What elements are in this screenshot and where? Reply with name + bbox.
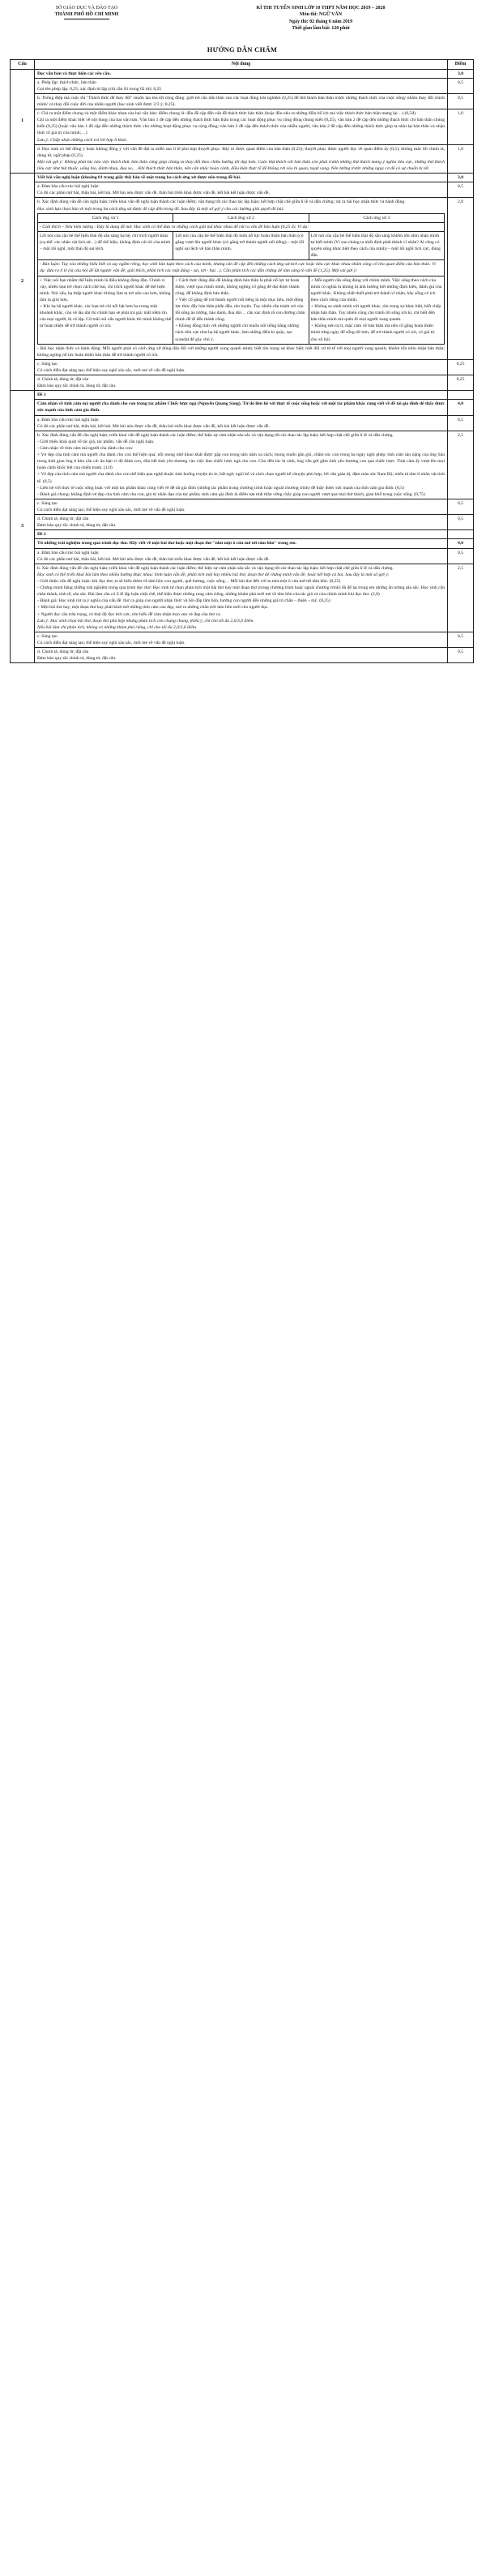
list-item: + Vẻ đẹp của tình cảm mà người cha dành cho con thể hiện qua nghệ thuật: tình huống truyện éo le, bất ngờ; ngôi kể và cách chọn người kể chuyện phù hợp; lời văn giản dị, đậm màu sắc Nam Bộ; miêu tả tâm lí nhân vật tinh tế. (0,5) — [37, 472, 445, 484]
empty-score-cell — [448, 530, 474, 539]
table-row — [11, 530, 474, 539]
document-header — [10, 5, 475, 32]
question-number: 1 — [11, 69, 35, 174]
q1-c-line2: Chỉ ra một điểm khác biệt về nội dung của hai văn bản: Văn bản 1 đề cập đến những thách thức bản thân trong các hoạt động phục vụ cộng đồng chung kiến (0,25), văn bản 2 đề cập đến những thách thức chỉ bản thân chúng kiến (0,25) (hoặc văn bản 1 đề cập đến những thách thức cho những hoạt động phục vụ cộng đồng; văn bản 2 đề cập đến thách thức của nhiều người, văn bản 2 đề cập đến những thách thức giúp ta nhìn lại bản thân và nhận thức rõ giá trị của mình;…) — [37, 118, 445, 136]
q2-a-score: 0,5 — [448, 182, 474, 198]
table-row — [11, 144, 474, 173]
q3-de2-b-score: 2,5 — [448, 564, 474, 632]
q1-c-line1: c. Chỉ ra một điểm chung và một điểm khác nhau của hai văn bản: điểm chung là: đều đề cập đến vấn đề thách thức bản thân (hoặc đều nêu ra những điều bổ ích mà việc thách thức bản thân mang lại…) (0,5đ) — [37, 111, 416, 117]
table-row — [11, 78, 474, 93]
q3-de2-part-c — [35, 632, 448, 647]
q2-c-line1: c. Sáng tạo — [37, 361, 58, 366]
table-row — [38, 260, 445, 276]
q2-d-line1: d. Chính tả, dùng từ, đặt câu — [37, 377, 89, 383]
q3-de1-heading-score: 4,0 — [448, 400, 474, 415]
q2-heading-score: 3,0 — [448, 174, 474, 182]
q3-de2-a-score: 0,5 — [448, 548, 474, 564]
q1-d-line2: Một vài gợi ý: Không phải lúc nào việc thách thức bản thân cũng giúp chúng ta thay đổi theo chiều hướng tốt đẹp hơn. Cuộc thử thách với bản thân còn phải tránh những thử thách mang ý nghĩa tiêu cực, những thử thách tiêu cực như hút thuốc, uống bia, đánh nhau, đua xe,… Khi thách thức bản thân, nên cân nhắc hoàn cảnh, điều kiện thực tế để không rơi vào bi quan, tuyệt vọng. Nên lường trước những nguy cơ để có sự chuẩn bị tốt. — [37, 159, 445, 171]
table-row — [11, 564, 474, 632]
approach-col-1: Cách ứng xử 1 — [38, 213, 173, 222]
q3-de2-note2: Nếu bài làm chỉ phân tích, không có những khám phá riêng, chỉ cho tối đa 2,0/3,0 điểm. — [37, 624, 198, 630]
q3-de1-a-score: 0,5 — [448, 415, 474, 431]
table-row — [11, 400, 474, 415]
grading-table — [10, 59, 474, 663]
q1-part-a — [35, 78, 448, 93]
table-row — [11, 632, 474, 647]
table-row — [11, 515, 474, 530]
q3-de2-heading-score: 4,0 — [448, 539, 474, 548]
q2-heading: Viết bài văn nghị luận (khoảng 01 trang giấy thi) bàn về một trong ba cách ứng xử được nêu trong đề bài. — [35, 174, 448, 182]
q3-de2-a-line2: Có đủ các phần mở bài, thân bài, kết bài. Mở bài nêu được vấn đề, thân bài triển khai được vấn đề, kết bài kết luận được vấn đề. — [37, 556, 270, 562]
q3-de1-d-score: 0,5 — [448, 515, 474, 530]
exam-duration: Thời gian làm bài: 120 phút — [292, 26, 350, 32]
issuing-authority — [10, 5, 164, 32]
q3-de1-part-a — [35, 415, 448, 431]
q1-heading-score: 3,0 — [448, 69, 474, 78]
q1-b-line1: b. Thông điệp mà cuộc thi "Thách thức để thay đổi" muốn lan tỏa tới cộng đồng: giới trẻ cần dấn thân vào các hoạt động trải nghiệm (0,25) để thử thách bản thân trước những thách thức của cuộc sống/ nhằm thay đổi chính mình/ và thay đổi cuộc đời của nhiều người (học sinh viết được 2/3 ý: 0,25). — [37, 95, 445, 107]
approach-col-3: Cách ứng xử 3 — [309, 213, 444, 222]
q3-de1-heading: Cảm nhận về tình cảm mà người cha dành cho con trong tác phẩm Chiếc lược ngà (Nguyễn Quang Sáng). Từ đó liên hệ với thực tế cuộc sống hoặc với một tác phẩm khác cùng viết về đề tài gia đình để thấy được sức mạnh của tình cảm gia đình. — [35, 400, 448, 415]
q1-d-score: 1,0 — [448, 144, 474, 173]
q1-b-score: 0,5 — [448, 93, 474, 109]
org-line-2: THÀNH PHỐ HỒ CHÍ MINH — [54, 12, 119, 18]
q1-part-d — [35, 144, 448, 173]
q3-de1-part-c — [35, 499, 448, 514]
table-row — [11, 499, 474, 514]
q1-c-note: Lưu ý: Chấp nhận những cách trả lời hợp lí khác. — [37, 137, 128, 143]
q3-de1-d-line1: d. Chính tả, dùng từ, đặt câu — [37, 516, 89, 522]
q1-a-line2: Gọi tên phép lặp: 0,25; xác định từ lặp (chỉ cần 01 trong 02 từ): 0,25 — [37, 86, 162, 92]
exam-subject: Môn thi: NGỮ VĂN — [299, 12, 343, 18]
approach-analysis: - Bàn luận: Tùy vào những hiểu biết và suy ngẫm riêng, học sinh bàn luận theo cách của mình, nhưng cần đề cập đến những cách ứng xử tích cực hoặc tiêu cực khác nhau nhằm củng cố cho quan điểm của bản thân. Ví dụ: đưa ra lí lẽ (là câu hỏi để lật ngược vấn đề; giải thích, phân tích các mặt đúng - sai, lợi - hại…). Cần phân tích các dẫn chứng để làm sáng tỏ vấn đề (1,25). Một vài gợi ý: — [38, 260, 445, 276]
table-row — [11, 182, 474, 198]
empty-score-cell — [448, 391, 474, 400]
q3-de2-b-line2: Học sinh có thể triển khai bài làm theo nhiều hướng khác nhau: bình luận vấn đề; phân tích một hay nhiều bài thơ, đoạn thơ để chứng minh vấn đề; hoặc kết hợp cả hai. Sau đây là một số gợi ý: — [37, 572, 390, 577]
q1-heading: Đọc văn bản và thực hiện các yêu cầu. — [35, 69, 448, 78]
approach-1-explain: Lời nói của cậu bé thể hiện thái độ sẵn sàng hạ bệ, chỉ trích người khác (cụ thể: các nhân vật lịch sử…) để thể hiện, khẳng định cái tôi của mình – một lối nghĩ, một thái độ sai lệch. — [38, 231, 173, 259]
approach-2-explain: Lời nói của cậu bé thể hiện thái độ luôn nỗ lực hoàn thiện bản thân (có gắng vượt lên người khác (có gắng trở thành người nổi tiếng) – một lối nghĩ sai lệch về bản thân mình. — [173, 231, 309, 259]
table-row — [38, 231, 445, 259]
q2-part-d — [35, 375, 448, 391]
list-item: + Vẻ đẹp của tình cảm mà người cha dành cho con thể hiện qua: nỗi mong nhớ khao khát được gặp con trong tám năm xa cách; mong muốn gần gũi, chăm sóc con trong ba ngày nghỉ phép; tình cảm sâu nặng của ông Sáu trong thời gian ông ở khu căn cứ: ân hận vì đã đánh con, dồn hết tình yêu thương vào việc làm chiếc lược ngà cho con. Cho đến lúc hi sinh, ông vẫn gửi gắm tình yêu thương con qua chiếc lược. Tình cảm ấy vượt lên mọi hoàn cảnh khốc liệt của chiến tranh. (1,0) — [37, 452, 445, 471]
q2-c-line2: Có cách diễn đạt sáng tạo; thể hiện suy nghĩ sâu sắc, mới mẻ về vấn đề nghị luận. — [37, 367, 185, 373]
q3-de1-d-line2: Đảm bảo quy tắc chính tả, dùng từ, đặt câu. — [37, 523, 117, 529]
q3-de1-part-d — [35, 515, 448, 530]
q2-a-line1: a. Đảm bảo cấu trúc bài nghị luận — [37, 184, 99, 190]
table-row — [11, 174, 474, 182]
q3-de2-c-line2: Có cách diễn đạt sáng tạo; thể hiện suy nghĩ sâu sắc, mới mẻ về vấn đề nghị luận. — [37, 640, 185, 645]
list-item: - Liên hệ với thực tế cuộc sống hoặc với một tác phẩm khác cùng viết về đề tài gia đình (những tác phẩm trong chương trình hoặc ngoài chương trình) để thấy được sức mạnh của tình cảm gia đình. (0,5) — [37, 485, 404, 491]
table-row — [38, 276, 445, 344]
q1-a-line1: a. Phép lặp: thách thức, bản thân — [37, 79, 96, 85]
q3-de2-d-line1: d. Chính tả, dùng từ, đặt câu — [37, 649, 89, 655]
q2-b-line1: b. Xác định đúng vấn đề cần nghị luận; triển khai vấn đề nghị luận thành các luận điểm; vận dụng tốt các thao tác lập luận; kết hợp chặt chẽ giữa lí lẽ và dẫn chứng; rút ra bài học nhận thức và hành động. — [37, 199, 406, 205]
q3-de2-c-score: 0,5 — [448, 632, 474, 647]
question-number: 2 — [11, 174, 35, 391]
list-item: - Giới thiệu vấn đề nghị luận: khi đọc thơ, ta sẽ hiểu thêm về tâm hồn con người, quê hương, cuộc sống… Mỗi bài thơ đến với ta như một ô cửa mở tới tâm hồn. (0,25) — [37, 579, 341, 584]
exam-date: Ngày thi: 02 tháng 6 năm 2019 — [288, 19, 353, 24]
q2-d-score: 0,25 — [448, 375, 474, 391]
q2-b-score: 2,0 — [448, 198, 474, 359]
list-item: - Chứng minh bằng những trải nghiệm trong quá trình đọc thơ: Học sinh tự chọn phân tích một bài thơ hay một đoạn thơ (trong chương trình hoặc ngoài chương trình) đã để lại trong em những ấn tượng sâu sắc. Học sinh cần chân thành, tinh tế, sâu sắc. Bài làm cần có lí lẽ lập luận chặt chẽ, thể hiện được những rung cảm riêng, những khám phá mới mẻ về tâm hồn của tác giả và của chính mình khi đọc thơ. (2,0) — [37, 585, 445, 598]
q3-de1-part-b — [35, 431, 448, 499]
table-row — [11, 198, 474, 359]
q3-de1-b-score: 2,5 — [448, 431, 474, 499]
q3-de2-heading: Từ những trải nghiệm trong quá trình đọc thơ. Hãy viết về một bài thơ hoặc một đoạn thơ "như một ô cửa mở tới tâm hồn" trong em. — [35, 539, 448, 548]
approach-intro: - Giải thích – Nêu hiện tượng : Đây là dạng đề mở. Học sinh có thể đưa ra những cách giải mã khác nhau để rút ra vấn đề bàn luận (0,25 đ). Ví dụ: — [38, 222, 445, 231]
list-item: - Đánh giá: Học sinh rút ra ý nghĩa của vấn đề: thơ ca giúp con người nhận thức và bồi đắp tâm hồn, hướng con người đến những giá trị chân – thiện – mỹ. (0,25) — [37, 598, 330, 604]
q3-de2-a-line1: a. Đảm bảo cấu trúc bài nghị luận — [37, 550, 99, 555]
q3-de2-part-d — [35, 648, 448, 663]
q3-de2-d-line2: Đảm bảo quy tắc chính tả, dùng từ, đặt câu. — [37, 656, 117, 662]
q3-de2-c-line1: c. Sáng tạo — [37, 633, 58, 639]
table-row — [11, 431, 474, 499]
q2-part-a — [35, 182, 448, 198]
col-header-content: Nội dung — [35, 59, 448, 69]
table-row — [11, 539, 474, 548]
q3-de1-a-line2: Có đủ các phần mở bài, thân bài, kết bài. Mở bài nêu được vấn đề, thân bài triển khai được vấn đề, kết bài kết luận được vấn đề. — [37, 423, 270, 429]
q2-c-score: 0,25 — [448, 359, 474, 375]
list-item: - Cảm nhận về tình cảm mà người cha dành cho con: — [37, 446, 134, 452]
response-approaches-table — [37, 213, 445, 345]
approach-1-discussion: + Việc nói bạn nhằm thể hiện mình là điều không đúng đắn. Chính vì vậy, nhiều bạn trẻ chọn cách chê bai, chỉ trích người khác để thể hiện mình. Nói xấu, hạ thấp người khác không làm ta trở nên cao hơn, không làm ta giỏi hơn. + Khi hạ bệ người khác, các bạn trẻ chỉ nổi bật hơn họ trong một khoảnh khắc, còn về lâu dài thì chính bạn sẽ phải trả giá: mất niềm tin của mọi người, bị cô lập. Cứ mãi nói xấu người khác thì mình không thể tự hoàn thiện để trở thành người có ích. — [38, 276, 173, 344]
table-row — [11, 391, 474, 400]
table-row — [11, 415, 474, 431]
table-row — [11, 648, 474, 663]
question-number: 3 — [11, 391, 35, 663]
guide-title: HƯỚNG DẪN CHẤM — [207, 45, 278, 54]
table-row — [11, 375, 474, 391]
exam-info — [167, 5, 475, 32]
q1-part-b — [35, 93, 448, 109]
exam-title: KÌ THI TUYỂN SINH LỚP 10 THPT NĂM HỌC 2019 – 2020 — [256, 6, 386, 11]
list-item: + Người đọc cần trân trọng, có thái độ đọc tích cực, tìm hiểu để cảm nhận trọn vẹn vẻ đẹp của thơ ca. — [37, 611, 222, 617]
q3-de2-d-score: 0,5 — [448, 648, 474, 663]
approach-col-2: Cách ứng xử 2 — [173, 213, 309, 222]
table-header-row — [11, 59, 474, 69]
q3-de2-b-line1: b. Xác định đúng vấn đề cần nghị luận; triển khai vấn đề nghị luận thành các luận điểm; thể hiện sự cảm nhận sâu sắc và vận dụng tốt các thao tác lập luận; kết hợp chặt chẽ giữa lí lẽ và dẫn chứng. — [37, 565, 394, 571]
q3-de1-c-line1: c. Sáng tạo — [37, 500, 58, 506]
table-row — [11, 109, 474, 145]
list-item: + Một bài thơ hay, một đoạn thơ hay phải khơi mở những tình cảm cao đẹp, mở ra những chân trời tâm hồn mới cho người đọc. — [37, 605, 269, 611]
q3-de1-label: Đề 1 — [35, 391, 448, 400]
q3-de2-part-a — [35, 548, 448, 564]
approach-2-discussion: + Cách thức đúng đắn để khẳng định bản thân là phải nỗ lực tự hoàn thiện, vượt qua chính mình, không ngừng cố gắng để đạt được thành công, để khẳng định bản thân. + Việc cố gắng để trở thành người nổi tiếng là một mục tiêu, một động lực thúc đẩy bản thân phấn đấu, rèn luyện. Tuy nhiên cần tránh rơi vào lối sống ảo tưởng, háo danh, đua đòi… cần xác định rõ con đường chân chính để đi đến thành công. + Không đồng tình với những người chỉ muốn nổi tiếng bằng những cách tiêu cực như hạ bệ người khác, làm những điều kì quặc, tạo scandal để gây chú ý. — [173, 276, 309, 344]
q3-de1-b-line1: b. Xác định đúng vấn đề cần nghị luận; triển khai vấn đề nghị luận thành các luận điểm; thể hiện sự cảm nhận sâu sắc và vận dụng tốt các thao tác lập luận; kết hợp chặt chẽ giữa lí lẽ và dẫn chứng. — [37, 432, 394, 438]
q3-de1-a-line1: a. Đảm bảo cấu trúc bài nghị luận — [37, 417, 99, 422]
table-row — [11, 359, 474, 375]
q3-de1-c-line2: Có cách diễn đạt sáng tạo; thể hiện suy nghĩ sâu sắc, mới mẻ về vấn đề nghị luận. — [37, 508, 185, 513]
table-row — [38, 213, 445, 222]
col-header-score: Điểm — [448, 59, 474, 69]
org-line-1: SỞ GIÁO DỤC VÀ ĐÀO TẠO — [55, 6, 118, 11]
list-item: - Đánh giá chung: khẳng định vẻ đẹp của tình cảm cha con, giá trị nhân đạo của tác phẩm; tình cảm gia đình là điểm tựa tinh thần vững chắc giúp con người vượt qua mọi thử thách, gian khổ trong cuộc sống. (0,75) — [37, 491, 425, 497]
list-item: - Giới thiệu khái quát về tác giả, tác phẩm, vấn đề cần nghị luận. — [37, 439, 155, 444]
table-row — [11, 548, 474, 564]
q1-c-score: 1,0 — [448, 109, 474, 145]
col-header-cau: Câu — [11, 59, 35, 69]
q3-de1-c-score: 0,5 — [448, 499, 474, 514]
approach-3-discussion: + Mỗi người cần sống đúng với chính mình. Việc sống theo cách của mình có nghĩa là không bị ảnh hưởng bởi những định kiến, đánh giá của người khác. Không nhất thiết phải trở thành vĩ nhân, hãy sống có ích theo cách riêng của mình. + Không so sánh mình với người khác, tôn trọng sự khác biệt, biết chấp nhận bản thân. Tuy nhiên cũng cần tránh lối sống ích kỉ, chỉ biết đến bản thân mình mà quên đi mọi người xung quanh. + Không nên tự ti, mặc cảm về bản thân mà nên cố gắng hoàn thiện mình từng ngày để sống tốt hơn, để trở thành người có ích, có giá trị cho xã hội. — [309, 276, 444, 344]
table-row — [11, 93, 474, 109]
q2-lesson: - Bài học nhận thức và hành động: Mỗi người phải có cách ứng xử đúng đắn đối với những người xung quanh mình; biết tôn trọng sự khác biệt; biết đối xử tử tế với mọi người xung quanh; khiêm tốn nhìn nhận bản thân; không ngừng nỗ lực hoàn thiện bản thân để trở thành người có ích. — [37, 345, 445, 358]
table-row — [38, 222, 445, 231]
q2-part-c — [35, 359, 448, 375]
q3-de2-part-b — [35, 564, 448, 632]
approach-3-explain: Lời nói của cậu bé thể hiện thái độ sẵn sàng khiêm tốn nhìn nhận mình tự biết mình (Vì sao chúng ta nhất định phải thành vĩ nhân? Ai cũng có quyền sống khác biệt theo cách của mình) – một lối nghĩ tích cực, đúng đắn. — [309, 231, 444, 259]
table-row — [11, 69, 474, 78]
q1-d-line1: d. Học sinh có thể đồng ý hoặc không đồng ý với vấn đề đặt ra miễn sao lí lẽ phù hợp thuyết phục. Bày tỏ được quan điểm của bản thân (0,25); thuyết phục được người đọc về quan điểm ấy (0,5); không mắc lỗi chính tả, dùng từ, ngữ pháp (0,25). — [37, 146, 445, 158]
q2-b-line2: Học sinh lựa chọn bàn về một trong ba cách ứng xử được đề cập đến trong đề. Sau đây là một số gợi ý cho các hướng giải quyết đề bài: — [37, 206, 284, 212]
q3-de2-note1: Lưu ý: Học sinh chọn bài thơ, đoạn thơ phù hợp nhưng phân tích còn chung chung, thiếu ý, chỉ cho tối đa 2,0/3,0 điểm. — [37, 618, 254, 624]
q1-a-score: 0,5 — [448, 78, 474, 93]
q2-part-b — [35, 198, 448, 359]
q1-part-c — [35, 109, 448, 145]
q3-de2-label: Đề 2 — [35, 530, 448, 539]
q2-d-line2: Đảm bảo quy tắc chính tả, dùng từ, đặt câu. — [37, 384, 117, 389]
q2-a-line2: Có đủ các phần mở bài, thân bài, kết bài. Mở bài nêu được vấn đề, thân bài triển khai được vấn đề, kết bài kết luận được vấn đề. — [37, 191, 270, 196]
